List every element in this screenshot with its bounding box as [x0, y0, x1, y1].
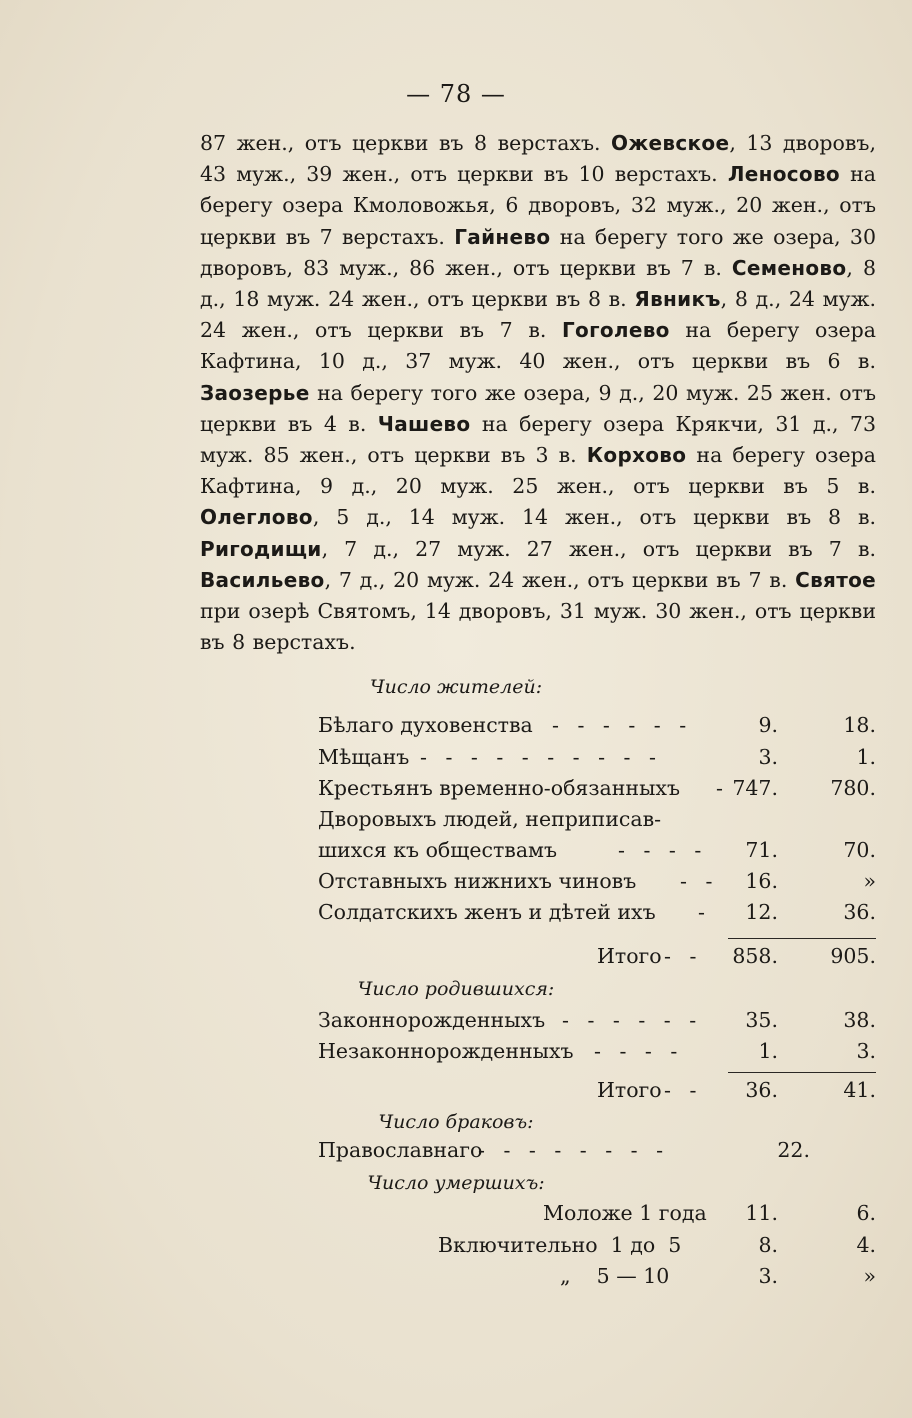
table-row: [0, 1233, 912, 1265]
paragraph-text: 87 жен., отъ церкви въ 8 верстахъ.: [200, 131, 612, 155]
village-name: Святое: [795, 567, 876, 592]
male-value: 8.: [758, 1233, 778, 1257]
table-row: [0, 1138, 912, 1170]
leader-dots: -: [716, 776, 729, 800]
leader-dots: - - - - - - - - - -: [420, 745, 662, 769]
paragraph-text: , 5 д., 14 муж. 14 жен., отъ церкви въ 8 в.: [312, 505, 876, 530]
male-value: 11.: [745, 1201, 778, 1225]
leader-dots: - - - - - -: [552, 713, 693, 737]
village-name: Явникъ: [634, 287, 721, 312]
female-value: 1.: [856, 745, 876, 769]
leader-dots: - - - -: [594, 1039, 684, 1063]
row-label: Моложе 1 года: [543, 1201, 707, 1225]
paragraph-text: , 8 д., 18 муж. 24 жен., отъ церкви въ 8 в.: [200, 255, 877, 312]
row-label: Отставныхъ нижнихъ чиновъ: [318, 869, 637, 893]
female-value: »: [863, 1264, 876, 1288]
table-row: [0, 1264, 912, 1296]
row-label: Дворовыхъ людей, неприписав-: [318, 807, 662, 831]
row-label: Крестьянъ временно-обязанныхъ: [318, 776, 680, 800]
table-row: [0, 713, 912, 745]
female-value: 36.: [843, 900, 876, 924]
male-value: 3.: [758, 1264, 778, 1288]
paragraph-text: , 7 д., 20 муж. 24 жен., отъ церкви въ 7 в.: [324, 567, 796, 592]
births-section-title: Число родившихся:: [357, 978, 555, 1000]
leader-dots: - -: [664, 944, 703, 968]
male-total: 36.: [745, 1078, 778, 1102]
paragraph-text: на берегу того же озера, 30 дворовъ, 83 муж., 86 жен., отъ церкви въ 7 в.: [200, 224, 877, 280]
paragraph-text: на берегу озера Кафтина, 10 д., 37 муж. 40 жен., отъ церкви въ 6 в.: [200, 318, 876, 374]
paragraph-text: на берегу озера Крякчи, 31 д., 73 муж. 85 жен., отъ церкви въ 3 в.: [200, 411, 876, 468]
table-row: [0, 745, 912, 777]
total-label: Итого: [597, 1078, 662, 1102]
total-label: Итого: [597, 944, 662, 968]
paragraph-text: на берегу озера Кмоловожья, 6 дворовъ, 32 муж., 20 жен., отъ церкви въ 7 верстахъ.: [200, 162, 876, 249]
female-total: 41.: [843, 1078, 876, 1102]
village-name: Ожевское: [611, 131, 730, 155]
total-row: [0, 1078, 912, 1110]
village-name: Заозерье: [200, 380, 310, 405]
paragraph-text: , 13 дворовъ, 43 муж., 39 жен., отъ церкви въ 10 верстахъ.: [200, 131, 876, 187]
paragraph-text: , 7 д., 27 муж. 27 жен., отъ церкви въ 7 в.: [321, 536, 876, 561]
row-label: Незаконнорожденныхъ: [318, 1039, 574, 1063]
village-name: Корхово: [586, 443, 687, 468]
paragraph-text: на берегу озера Кафтина, 9 д., 20 муж. 25 жен., отъ церкви въ 5 в.: [200, 443, 877, 499]
table-row: [0, 900, 912, 932]
male-total: 858.: [732, 944, 778, 968]
paragraph-text: на берегу того же озера, 9 д., 20 муж. 25 жен. отъ церкви въ 4 в.: [200, 380, 876, 436]
table-row: [0, 838, 912, 870]
deaths-section-title: Число умершихъ:: [367, 1172, 545, 1194]
row-label: Солдатскихъ женъ и дѣтей ихъ: [318, 900, 656, 924]
male-value: 3.: [758, 745, 778, 769]
marriages-value: 22.: [777, 1138, 810, 1162]
village-descriptions-paragraph: [200, 128, 876, 658]
leader-dots: - -: [680, 869, 719, 893]
row-label: „ 5 — 10: [560, 1264, 670, 1288]
total-row: [0, 944, 912, 976]
village-name: Олеглово: [200, 505, 313, 530]
row-label: Бѣлаго духовенства: [318, 713, 533, 737]
male-value: 35.: [745, 1008, 778, 1032]
table-row: [0, 1201, 912, 1233]
male-value: 9.: [758, 713, 778, 737]
leader-dots: - - - - - - - -: [478, 1138, 670, 1162]
table-row: [0, 776, 912, 808]
female-value: 70.: [843, 838, 876, 862]
row-label: Законнорожденныхъ: [318, 1008, 546, 1032]
marriages-section-title: Число браковъ:: [378, 1111, 534, 1133]
female-value: 38.: [843, 1008, 876, 1032]
row-label: Православнаго: [318, 1138, 483, 1162]
sum-rule: [728, 938, 876, 939]
village-name: Леносово: [727, 162, 840, 187]
leader-dots: -: [698, 900, 711, 924]
row-label: Включительно 1 до 5: [438, 1233, 682, 1257]
male-value: 16.: [745, 869, 778, 893]
paragraph-text: при озерѣ Святомъ, 14 дворовъ, 31 муж. 30 жен., отъ церкви въ 8 верстахъ.: [200, 599, 876, 655]
village-name: Семеново: [731, 255, 847, 280]
female-value: 6.: [856, 1201, 876, 1225]
male-value: 1.: [758, 1039, 778, 1063]
table-row: [0, 1039, 912, 1071]
village-name: Гоголево: [562, 318, 670, 343]
female-value: 18.: [843, 713, 876, 737]
row-label: Мѣщанъ: [318, 745, 410, 769]
male-value: 71.: [745, 838, 778, 862]
male-value: 12.: [745, 900, 778, 924]
village-name: Васильево: [200, 567, 325, 592]
inhabitants-section-title: Число жителей:: [369, 676, 543, 698]
female-value: »: [863, 869, 876, 893]
table-row: [0, 807, 912, 839]
leader-dots: - - - -: [618, 838, 708, 862]
female-value: 4.: [856, 1233, 876, 1257]
leader-dots: - -: [664, 1078, 703, 1102]
sum-rule: [728, 1072, 876, 1073]
page-number: — 78 —: [406, 80, 506, 108]
female-value: 780.: [830, 776, 876, 800]
female-value: 3.: [856, 1039, 876, 1063]
row-label: шихся къ обществамъ: [318, 838, 558, 862]
leader-dots: - - - - - -: [562, 1008, 703, 1032]
table-row: [0, 869, 912, 901]
village-name: Чашево: [377, 411, 471, 436]
table-row: [0, 1008, 912, 1040]
paragraph-text: , 8 д., 24 муж. 24 жен., отъ церкви въ 7 в.: [200, 287, 876, 343]
village-name: Гайнево: [454, 224, 551, 249]
female-total: 905.: [830, 944, 876, 968]
male-value: 747.: [732, 776, 778, 800]
village-name: Ригодищи: [200, 536, 322, 561]
